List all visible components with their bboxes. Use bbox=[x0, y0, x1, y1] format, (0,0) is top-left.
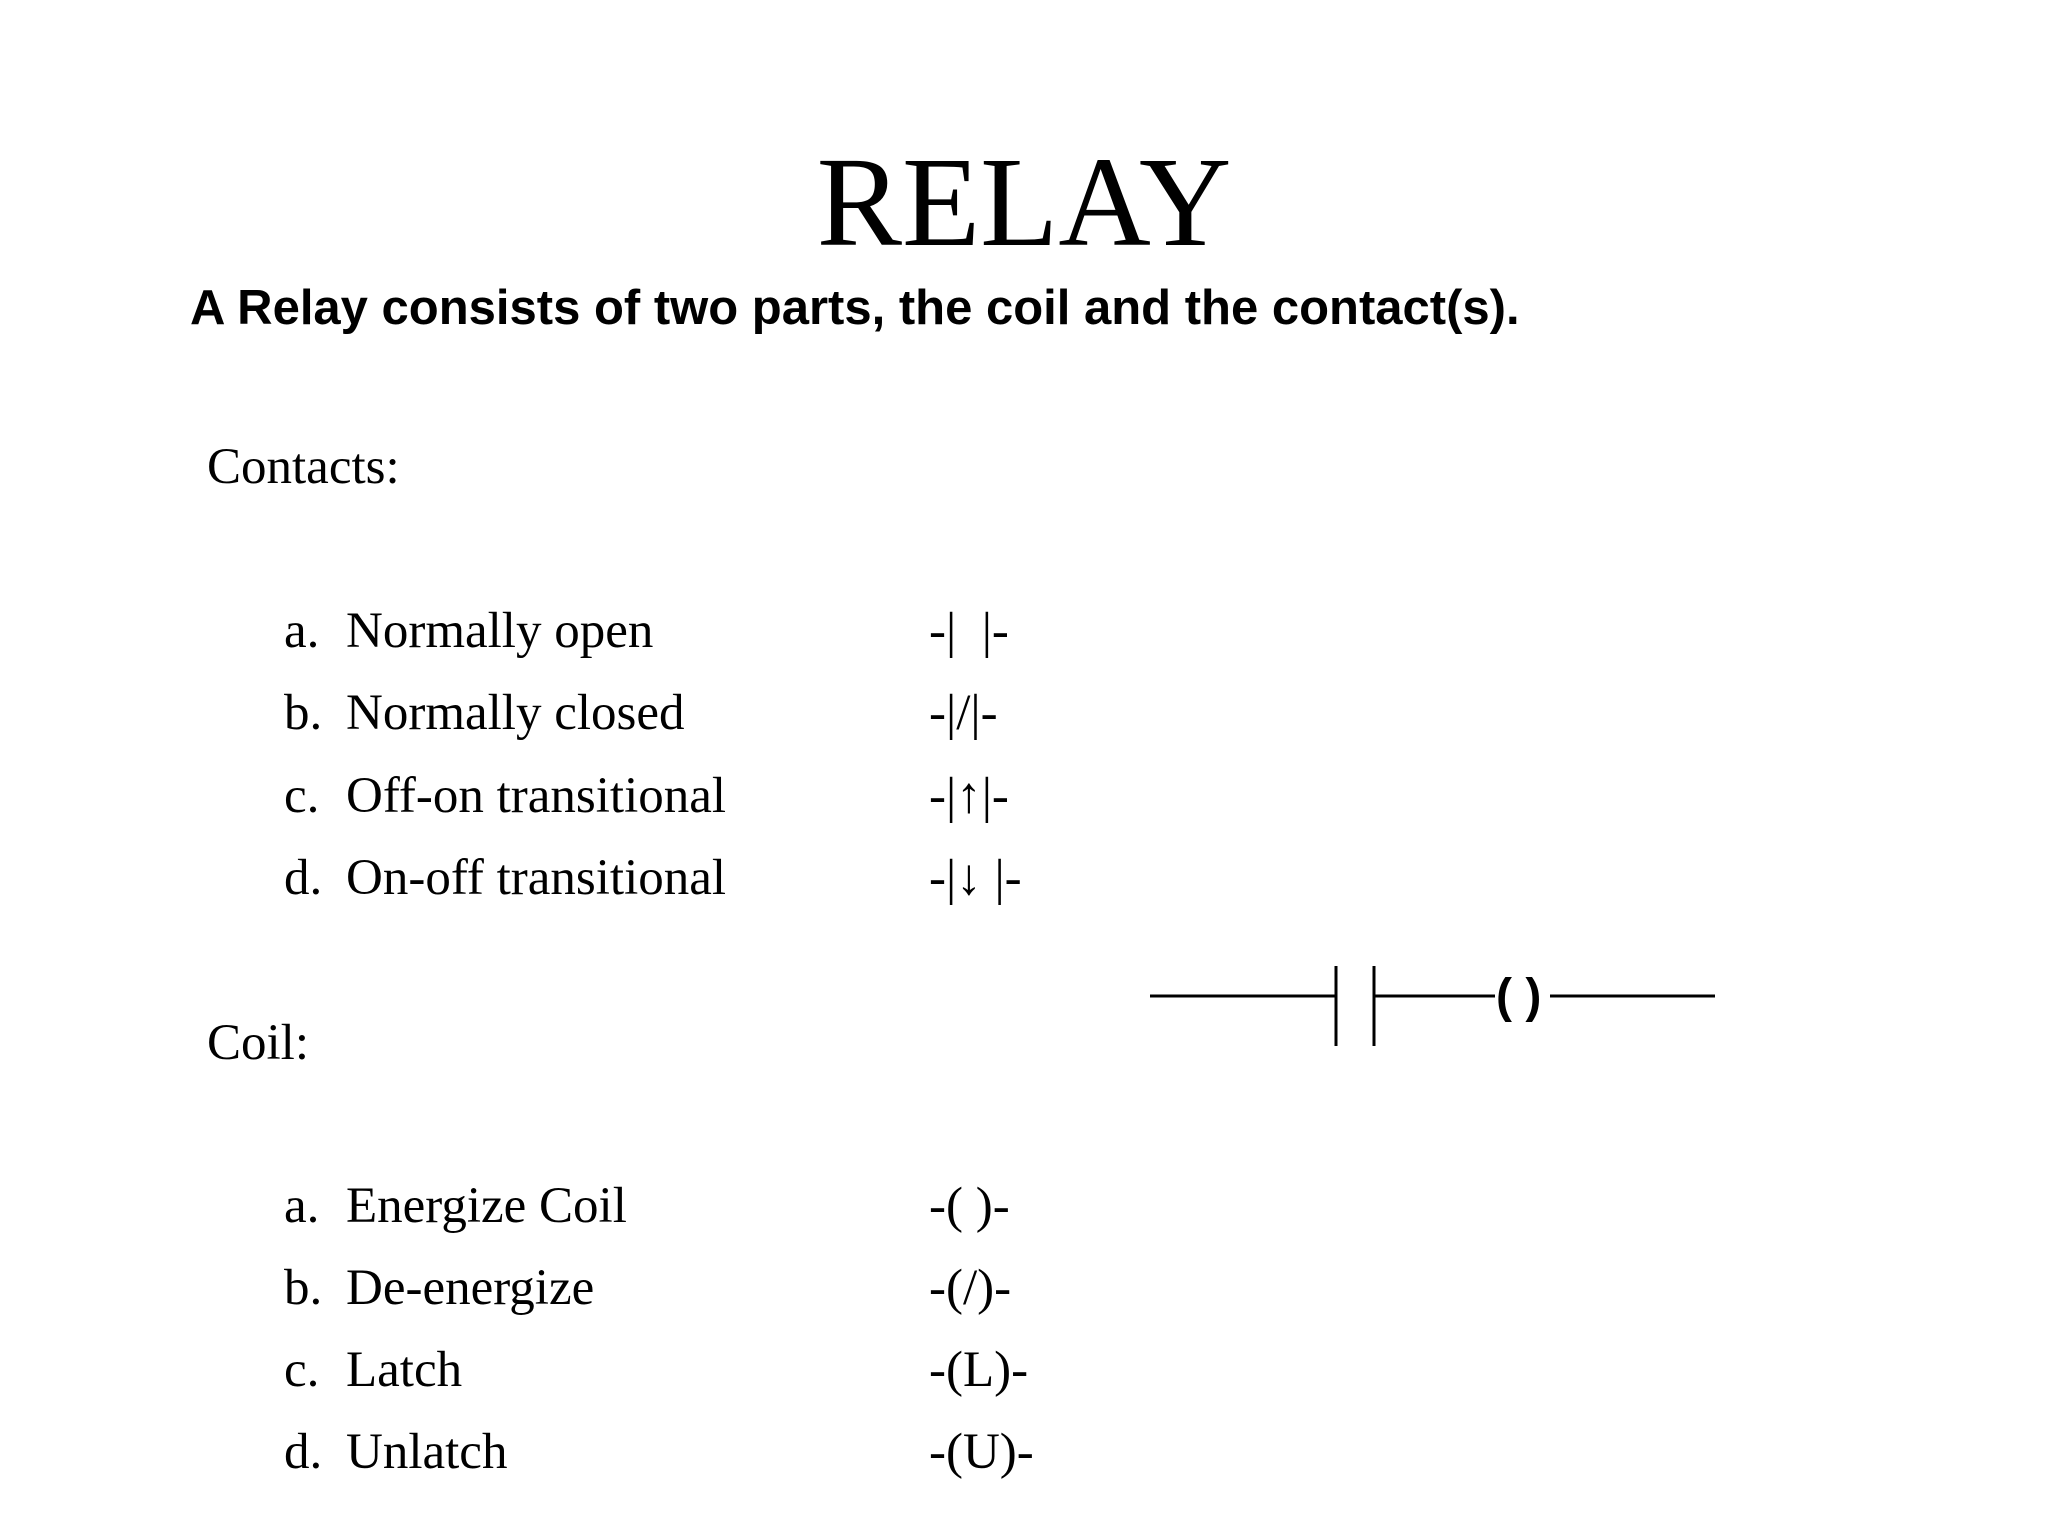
item-symbol: -| |- bbox=[929, 603, 1009, 659]
item-symbol: -|↑|- bbox=[929, 768, 1009, 824]
item-symbol: -(/)- bbox=[929, 1260, 1012, 1316]
ladder-rung-diagram bbox=[1150, 950, 1750, 1060]
contacts-heading: Contacts: bbox=[207, 439, 400, 495]
item-label: De-energize bbox=[346, 1260, 595, 1316]
item-symbol: -(U)- bbox=[929, 1424, 1034, 1480]
item-marker: a. bbox=[284, 603, 320, 659]
item-marker: c. bbox=[284, 1342, 320, 1398]
item-symbol: -(L)- bbox=[929, 1342, 1029, 1398]
item-marker: d. bbox=[284, 1424, 323, 1480]
item-label: Normally closed bbox=[346, 685, 685, 741]
coil-item-latch bbox=[284, 1340, 1184, 1400]
item-label: Energize Coil bbox=[346, 1178, 627, 1234]
item-symbol: -|/|- bbox=[929, 685, 998, 741]
slide-subtitle: A Relay consists of two parts, the coil and the contact(s). bbox=[190, 281, 1520, 335]
item-marker: b. bbox=[284, 685, 323, 741]
coil-item-unlatch bbox=[284, 1422, 1184, 1482]
contact-item-on-off-transitional bbox=[284, 848, 1184, 908]
item-marker: d. bbox=[284, 850, 323, 906]
slide-title: RELAY bbox=[816, 131, 1232, 273]
contact-item-normally-open bbox=[284, 601, 1184, 661]
item-label: Unlatch bbox=[346, 1424, 508, 1480]
item-label: Normally open bbox=[346, 603, 654, 659]
item-marker: b. bbox=[284, 1260, 323, 1316]
item-marker: c. bbox=[284, 768, 320, 824]
ladder-rung-svg bbox=[1150, 950, 1750, 1060]
coil-item-energize bbox=[284, 1176, 1184, 1236]
item-label: On-off transitional bbox=[346, 850, 727, 906]
item-label: Latch bbox=[346, 1342, 463, 1398]
coil-item-de-energize bbox=[284, 1258, 1184, 1318]
item-marker: a. bbox=[284, 1178, 320, 1234]
item-label: Off-on transitional bbox=[346, 768, 727, 824]
coil-heading: Coil: bbox=[207, 1015, 310, 1071]
contact-item-off-on-transitional bbox=[284, 766, 1184, 826]
item-symbol: -( )- bbox=[929, 1178, 1010, 1234]
coil-symbol: ( ) bbox=[1496, 970, 1542, 1023]
item-symbol: -|↓ |- bbox=[929, 850, 1022, 906]
contact-item-normally-closed bbox=[284, 683, 1184, 743]
